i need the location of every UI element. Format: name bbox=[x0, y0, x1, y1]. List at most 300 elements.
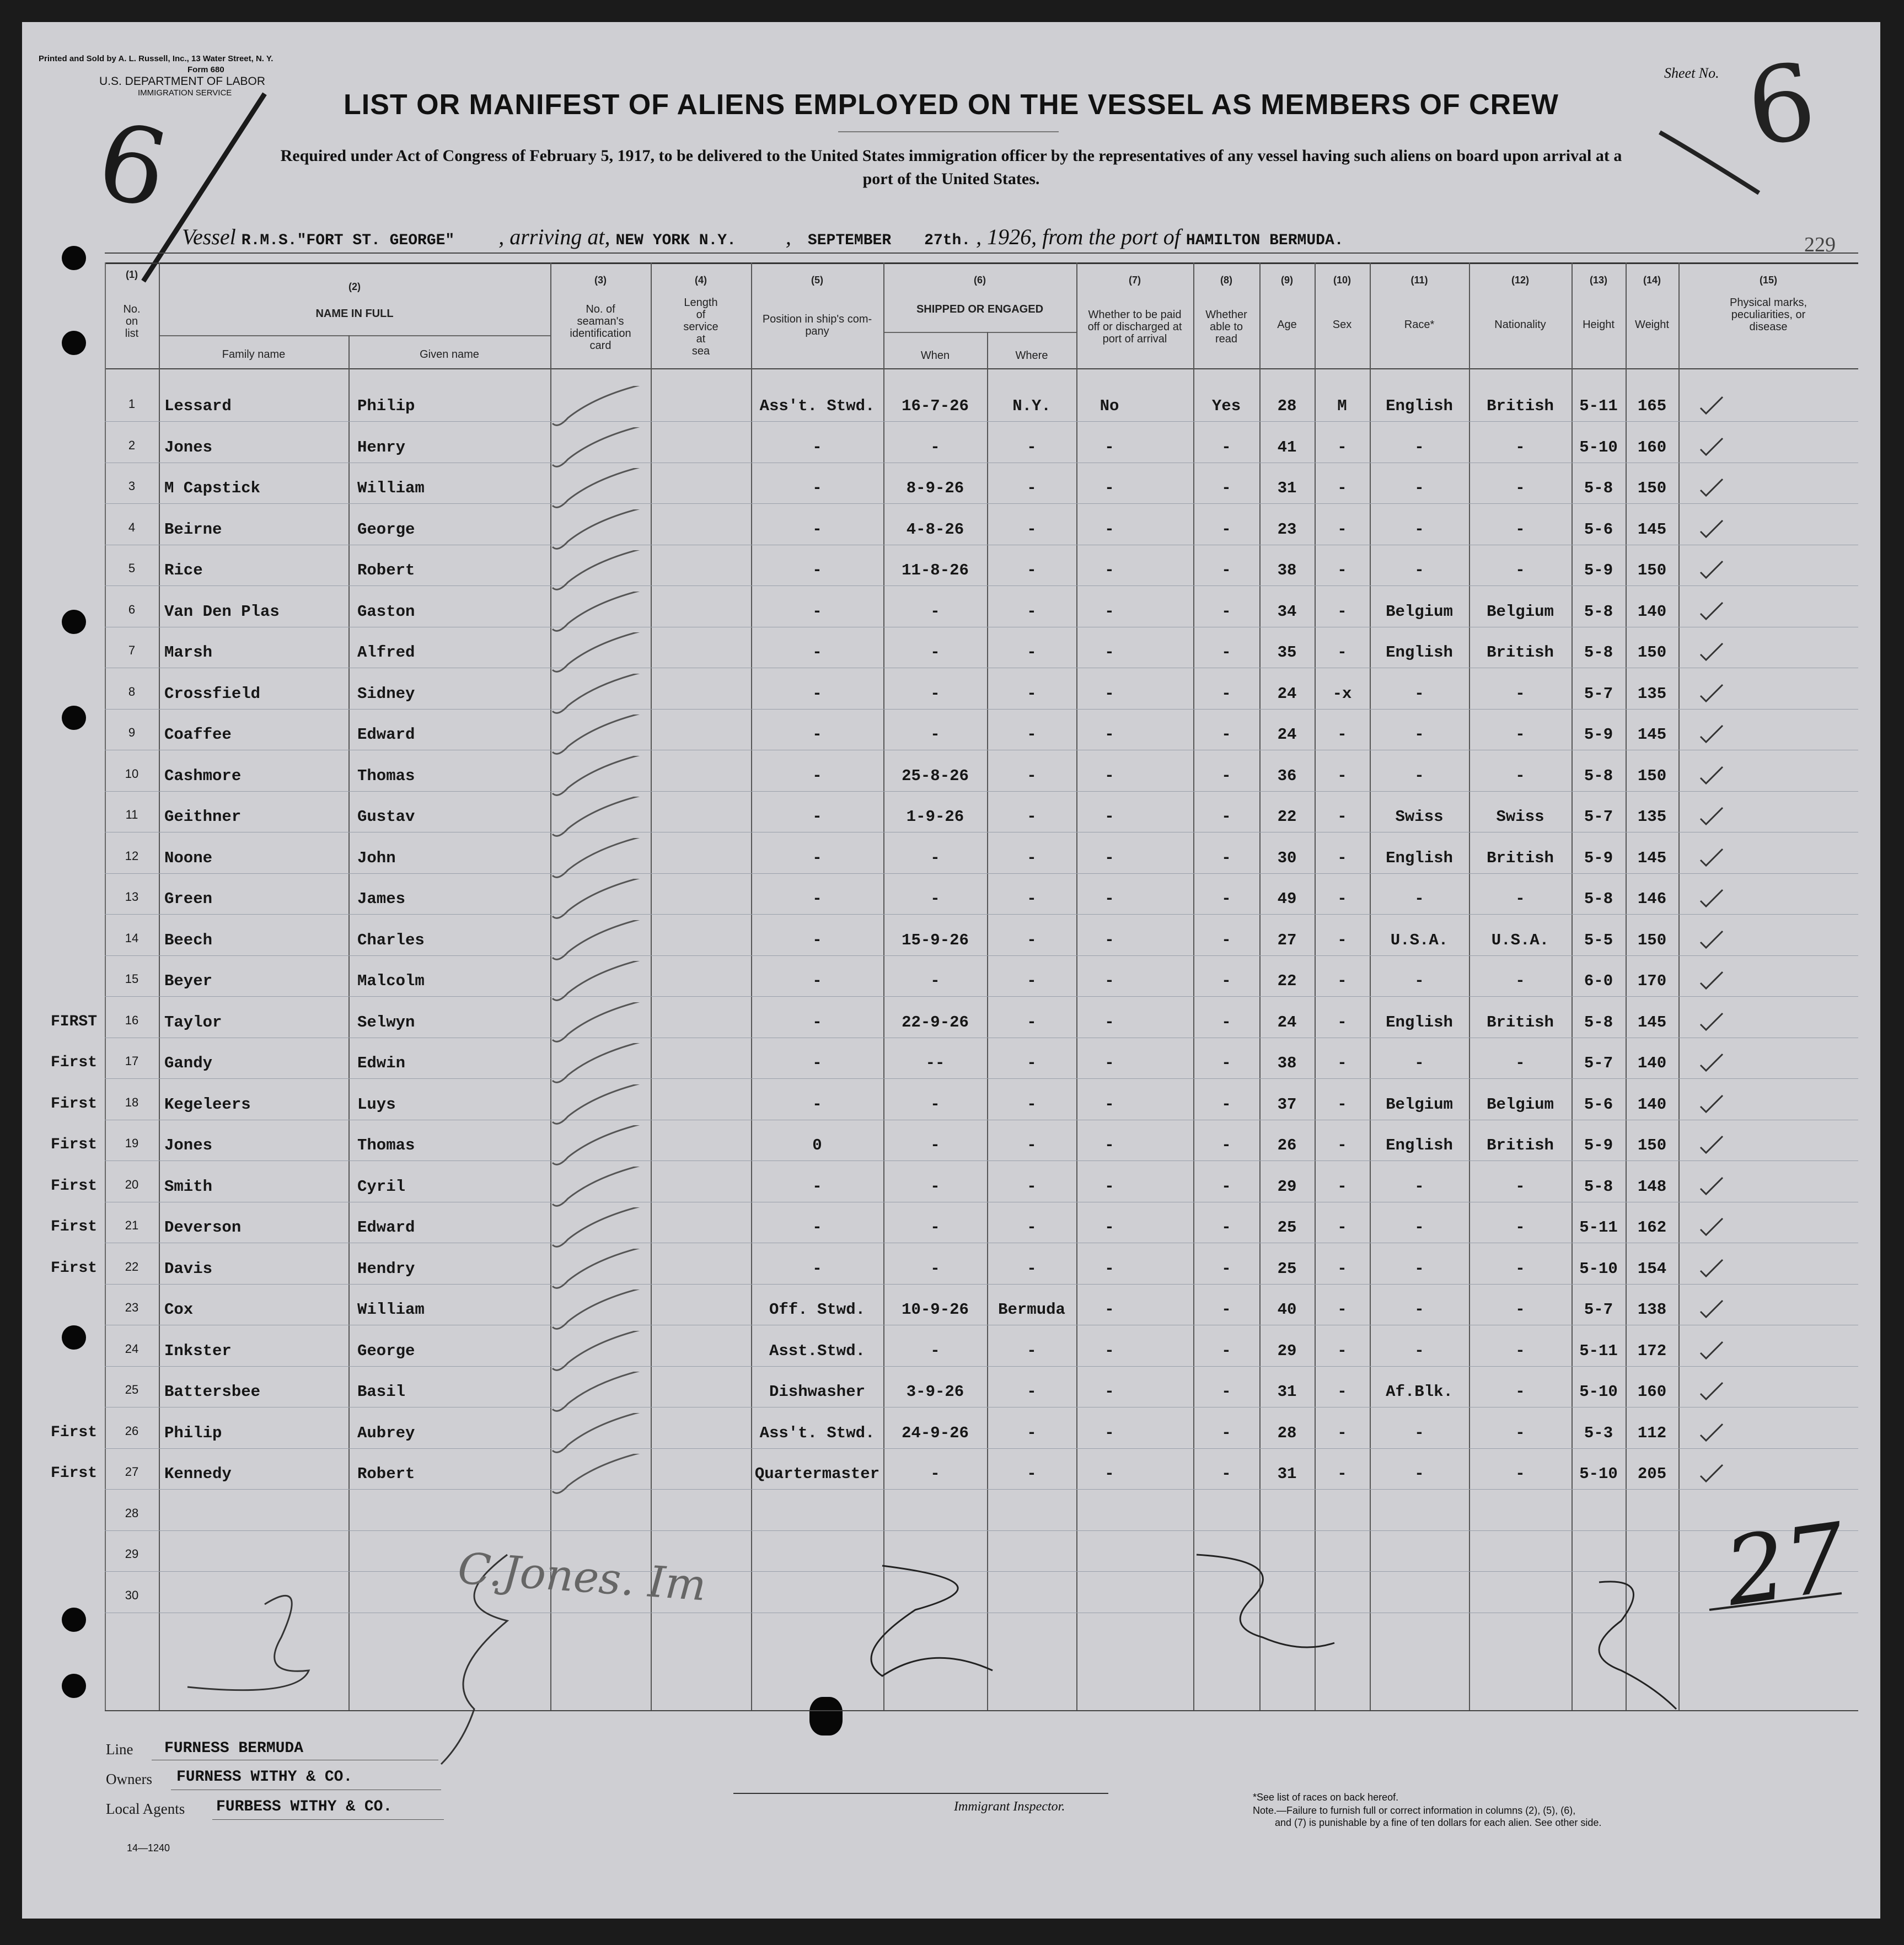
cell-when: 10-9-26 bbox=[902, 1301, 969, 1319]
cell-sex: - bbox=[1337, 479, 1347, 497]
cell-sex: - bbox=[1337, 1136, 1347, 1154]
cell-sex: - bbox=[1337, 890, 1347, 908]
cell-weight: 150 bbox=[1637, 479, 1667, 497]
col-header-shipped-engaged: SHIPPED OR ENGAGED bbox=[916, 303, 1044, 315]
cell-no: 9 bbox=[128, 726, 136, 739]
cell-height: 5-11 bbox=[1579, 397, 1618, 415]
cell-position: - bbox=[812, 848, 822, 867]
cell-nationality: Belgium bbox=[1487, 602, 1554, 621]
footer-agents-rule bbox=[212, 1819, 444, 1820]
cell-read: - bbox=[1221, 561, 1231, 579]
cell-nationality: - bbox=[1515, 1054, 1525, 1072]
cell-weight: 160 bbox=[1637, 1383, 1667, 1401]
cell-height: 5-6 bbox=[1584, 1095, 1613, 1114]
cell-no: 21 bbox=[125, 1218, 139, 1232]
department: U.S. DEPARTMENT OF LABOR bbox=[99, 75, 266, 88]
col-num-14: (14) bbox=[1643, 275, 1661, 286]
col-header-length-service: Length of service at sea bbox=[683, 297, 718, 357]
cell-read: - bbox=[1221, 931, 1231, 949]
cell-height: 6-0 bbox=[1584, 972, 1613, 990]
col-header-nationality: Nationality bbox=[1494, 319, 1546, 331]
col-num-7: (7) bbox=[1129, 275, 1141, 286]
col-num-3: (3) bbox=[594, 275, 607, 286]
cell-weight: 154 bbox=[1637, 1259, 1667, 1278]
cell-paid: - bbox=[1104, 808, 1114, 826]
cell-position: - bbox=[812, 931, 822, 949]
cell-position: 0 bbox=[812, 1136, 822, 1154]
cell-given: Alfred bbox=[357, 643, 415, 662]
cell-paid: - bbox=[1104, 684, 1114, 703]
cell-read: - bbox=[1221, 602, 1231, 621]
cell-race: Swiss bbox=[1395, 808, 1444, 826]
cell-height: 5-8 bbox=[1584, 1013, 1613, 1031]
cell-prefix: First bbox=[51, 1259, 98, 1277]
handwritten-six: 6 bbox=[87, 99, 178, 233]
cell-nationality: British bbox=[1487, 643, 1554, 662]
cell-race: - bbox=[1414, 1218, 1424, 1237]
cell-sex: - bbox=[1337, 1259, 1347, 1278]
cell-when: - bbox=[930, 684, 940, 703]
footer-line-label: Line bbox=[106, 1741, 133, 1758]
cell-no: 16 bbox=[125, 1013, 139, 1027]
col-num-8: (8) bbox=[1220, 275, 1232, 286]
col-header-race: Race* bbox=[1404, 319, 1435, 331]
cell-weight: 148 bbox=[1637, 1177, 1667, 1196]
cell-when: 4-8-26 bbox=[906, 520, 964, 539]
cell-paid: - bbox=[1104, 1136, 1114, 1154]
cell-given: George bbox=[357, 1341, 415, 1360]
cell-family: Beyer bbox=[164, 972, 213, 990]
cell-where: - bbox=[1027, 1341, 1037, 1360]
cell-weight: 145 bbox=[1637, 1013, 1667, 1031]
cell-race: - bbox=[1414, 1423, 1424, 1442]
col-header-weight: Weight bbox=[1635, 319, 1669, 331]
cell-age: 27 bbox=[1277, 931, 1297, 949]
cell-no: 24 bbox=[125, 1341, 139, 1356]
cell-height: 5-8 bbox=[1584, 766, 1613, 785]
cell-position: Off. Stwd. bbox=[769, 1301, 866, 1319]
cell-given: James bbox=[357, 890, 406, 908]
cell-position: Asst.Stwd. bbox=[769, 1341, 866, 1360]
cell-position: - bbox=[812, 684, 822, 703]
cell-where: - bbox=[1027, 972, 1037, 990]
cell-sex: - bbox=[1337, 438, 1347, 456]
cell-no: 11 bbox=[125, 808, 138, 821]
cell-paid: - bbox=[1104, 890, 1114, 908]
cell-weight: 150 bbox=[1637, 766, 1667, 785]
col-header-age: Age bbox=[1277, 319, 1297, 331]
cell-nationality: British bbox=[1487, 397, 1554, 415]
cell-sex: - bbox=[1337, 1095, 1347, 1114]
cell-prefix: First bbox=[51, 1136, 98, 1153]
cell-paid: - bbox=[1104, 1259, 1114, 1278]
cell-sex: - bbox=[1337, 1341, 1347, 1360]
footer-owners-value: FURNESS WITHY & CO. bbox=[176, 1769, 353, 1786]
cell-nationality: - bbox=[1515, 1259, 1525, 1278]
cell-age: 30 bbox=[1277, 848, 1297, 867]
cell-family: Deverson bbox=[164, 1218, 242, 1237]
cell-race: - bbox=[1414, 1177, 1424, 1196]
cell-race: - bbox=[1414, 1259, 1424, 1278]
cell-where: Bermuda bbox=[998, 1301, 1065, 1319]
cell-family: Crossfield bbox=[164, 684, 261, 703]
cell-where: - bbox=[1027, 1259, 1037, 1278]
col-num-15: (15) bbox=[1759, 275, 1777, 286]
cell-prefix: First bbox=[51, 1095, 98, 1113]
cell-sex: - bbox=[1337, 848, 1347, 867]
cell-prefix: FIRST bbox=[51, 1013, 98, 1030]
cell-paid: - bbox=[1104, 1054, 1114, 1072]
cell-when: 15-9-26 bbox=[902, 931, 969, 949]
cell-weight: 172 bbox=[1637, 1341, 1667, 1360]
cell-where: - bbox=[1027, 1383, 1037, 1401]
cell-family: Kegeleers bbox=[164, 1095, 251, 1114]
cell-race: - bbox=[1414, 726, 1424, 744]
cell-family: Beech bbox=[164, 931, 213, 949]
cell-sex: - bbox=[1337, 1013, 1347, 1031]
cell-nationality: - bbox=[1515, 726, 1525, 744]
col-header-height: Height bbox=[1583, 319, 1615, 331]
cell-weight: 145 bbox=[1637, 848, 1667, 867]
cell-race: - bbox=[1414, 1301, 1424, 1319]
cell-sex: - bbox=[1337, 1465, 1347, 1483]
cell-sex: - bbox=[1337, 972, 1347, 990]
cell-read: - bbox=[1221, 848, 1231, 867]
cell-height: 5-8 bbox=[1584, 479, 1613, 497]
cell-paid: - bbox=[1104, 520, 1114, 539]
cell-no: 26 bbox=[125, 1423, 139, 1438]
col-header-family-name: Family name bbox=[222, 348, 286, 361]
cell-position: - bbox=[812, 1177, 822, 1196]
cell-family: Geithner bbox=[164, 808, 242, 826]
cell-height: 5-3 bbox=[1584, 1423, 1613, 1442]
cell-when: 8-9-26 bbox=[906, 479, 964, 497]
cell-given: George bbox=[357, 520, 415, 539]
cell-paid: - bbox=[1104, 1301, 1114, 1319]
cell-age: 49 bbox=[1277, 890, 1297, 908]
cell-where: N.Y. bbox=[1012, 397, 1051, 415]
cell-prefix: First bbox=[51, 1423, 98, 1441]
cell-nationality: - bbox=[1515, 1465, 1525, 1483]
cell-weight: 150 bbox=[1637, 1136, 1667, 1154]
cell-no: 12 bbox=[125, 848, 139, 863]
cell-height: 5-7 bbox=[1584, 808, 1613, 826]
cell-nationality: U.S.A. bbox=[1491, 931, 1549, 949]
footer-agents-value: FURBESS WITHY & CO. bbox=[216, 1798, 393, 1815]
from-port-label: from the port of bbox=[1042, 224, 1181, 249]
cell-no: 17 bbox=[125, 1054, 139, 1068]
cell-weight: 165 bbox=[1637, 397, 1667, 415]
col-header-paid-off: Whether to be paid off or discharged at port of arrival bbox=[1087, 309, 1182, 345]
cell-where: - bbox=[1027, 1423, 1037, 1442]
cell-weight: 150 bbox=[1637, 931, 1667, 949]
cell-weight: 146 bbox=[1637, 890, 1667, 908]
cell-weight: 140 bbox=[1637, 602, 1667, 621]
cell-when: 25-8-26 bbox=[902, 766, 969, 785]
cell-family: Inkster bbox=[164, 1341, 232, 1360]
cell-where: - bbox=[1027, 1177, 1037, 1196]
cell-no: 14 bbox=[125, 931, 139, 945]
cell-given: Robert bbox=[357, 1465, 415, 1483]
cell-age: 36 bbox=[1277, 766, 1297, 785]
cell-nationality: - bbox=[1515, 684, 1525, 703]
cell-sex: - bbox=[1337, 1383, 1347, 1401]
departure-port: HAMILTON BERMUDA. bbox=[1186, 232, 1344, 249]
cell-no: 10 bbox=[125, 766, 139, 781]
cell-where: - bbox=[1027, 438, 1037, 456]
col-num-12: (12) bbox=[1511, 275, 1529, 286]
cell-no: 7 bbox=[128, 643, 136, 657]
arrival-month: SEPTEMBER bbox=[807, 232, 892, 249]
footer-line-value: FURNESS BERMUDA bbox=[164, 1740, 304, 1757]
cell-age: 38 bbox=[1277, 1054, 1297, 1072]
cell-prefix: First bbox=[51, 1218, 98, 1235]
cell-position: - bbox=[812, 479, 822, 497]
cell-age: 41 bbox=[1277, 438, 1297, 456]
cell-where: - bbox=[1027, 643, 1037, 662]
cell-family: Beirne bbox=[164, 520, 222, 539]
comma-sep: , bbox=[785, 224, 791, 249]
cell-read: - bbox=[1221, 1095, 1231, 1114]
vessel-name: R.M.S."FORT ST. GEORGE" bbox=[241, 232, 455, 249]
cell-height: 5-7 bbox=[1584, 684, 1613, 703]
cell-given: Robert bbox=[357, 561, 415, 579]
manifest-page bbox=[22, 22, 1880, 1919]
cell-family: Van Den Plas bbox=[164, 602, 280, 621]
form-number: Form 680 bbox=[187, 65, 224, 74]
cell-family: Lessard bbox=[164, 397, 232, 415]
cell-when: - bbox=[930, 1341, 940, 1360]
cell-sex: - bbox=[1337, 643, 1347, 662]
cell-no: 27 bbox=[125, 1465, 139, 1479]
cell-position: - bbox=[812, 972, 822, 990]
cell-no: 1 bbox=[128, 397, 136, 411]
cell-height: 5-10 bbox=[1579, 438, 1618, 456]
cell-nationality: - bbox=[1515, 561, 1525, 579]
cell-read: - bbox=[1221, 438, 1231, 456]
cell-position: Ass't. Stwd. bbox=[759, 397, 875, 415]
cell-given: Aubrey bbox=[357, 1423, 415, 1442]
cell-height: 5-6 bbox=[1584, 520, 1613, 539]
cell-race: U.S.A. bbox=[1390, 931, 1449, 949]
cell-position: - bbox=[812, 602, 822, 621]
cell-paid: - bbox=[1104, 848, 1114, 867]
cell-given: Basil bbox=[357, 1383, 406, 1401]
cell-nationality: - bbox=[1515, 1301, 1525, 1319]
cell-weight: 145 bbox=[1637, 726, 1667, 744]
cell-nationality: - bbox=[1515, 520, 1525, 539]
printer-imprint: Printed and Sold by A. L. Russell, Inc., 13 Water Street, N. Y. bbox=[39, 54, 273, 63]
cell-family: Coaffee bbox=[164, 726, 232, 744]
cell-read: - bbox=[1221, 808, 1231, 826]
cell-age: 24 bbox=[1277, 684, 1297, 703]
col-header-name-in-full: NAME IN FULL bbox=[315, 308, 394, 320]
cell-given: Hendry bbox=[357, 1259, 415, 1278]
cell-where: - bbox=[1027, 1095, 1037, 1114]
cell-race: - bbox=[1414, 766, 1424, 785]
cell-when: - bbox=[930, 726, 940, 744]
cell-paid: - bbox=[1104, 1383, 1114, 1401]
cell-position: - bbox=[812, 1259, 822, 1278]
cell-no: 8 bbox=[128, 684, 136, 699]
cell-family: Noone bbox=[164, 848, 213, 867]
cell-read: - bbox=[1221, 726, 1231, 744]
cell-given: Edward bbox=[357, 726, 415, 744]
cell-given: Thomas bbox=[357, 1136, 415, 1154]
cell-sex: - bbox=[1337, 602, 1347, 621]
inspector-signature-scrawl: C.Jones. Im bbox=[456, 1544, 708, 1611]
arrival-day: 27th. bbox=[924, 232, 971, 249]
col-num-5: (5) bbox=[811, 275, 823, 286]
cell-sex: - bbox=[1337, 561, 1347, 579]
cell-sex: M bbox=[1337, 397, 1347, 415]
cell-no: 5 bbox=[128, 561, 136, 575]
cell-position: - bbox=[812, 726, 822, 744]
col-num-9: (9) bbox=[1281, 275, 1293, 286]
cell-given: Gaston bbox=[357, 602, 415, 621]
cell-nationality: - bbox=[1515, 1423, 1525, 1442]
cell-read: - bbox=[1221, 520, 1231, 539]
cell-read: - bbox=[1221, 479, 1231, 497]
cell-when: - bbox=[930, 1095, 940, 1114]
cell-weight: 205 bbox=[1637, 1465, 1667, 1483]
cell-paid: - bbox=[1104, 1341, 1114, 1360]
cell-height: 5-9 bbox=[1584, 1136, 1613, 1154]
cell-where: - bbox=[1027, 848, 1037, 867]
cell-height: 5-9 bbox=[1584, 561, 1613, 579]
col-header-no-on-list: No. on list bbox=[123, 303, 141, 340]
cell-race: English bbox=[1386, 1136, 1453, 1154]
cell-paid: - bbox=[1104, 1465, 1114, 1483]
cell-paid: - bbox=[1104, 1218, 1114, 1237]
cell-read: - bbox=[1221, 1259, 1231, 1278]
cell-race: - bbox=[1414, 684, 1424, 703]
cell-family: Jones bbox=[164, 438, 213, 456]
cell-nationality: - bbox=[1515, 479, 1525, 497]
cell-family: Kennedy bbox=[164, 1465, 232, 1483]
cell-weight: 145 bbox=[1637, 520, 1667, 539]
cell-nationality: - bbox=[1515, 1218, 1525, 1237]
cell-position: - bbox=[812, 1095, 822, 1114]
cell-height: 5-11 bbox=[1579, 1341, 1618, 1360]
cell-read: - bbox=[1221, 1301, 1231, 1319]
cell-weight: 135 bbox=[1637, 684, 1667, 703]
cell-family: Gandy bbox=[164, 1054, 213, 1072]
cell-age: 24 bbox=[1277, 1013, 1297, 1031]
cell-height: 5-9 bbox=[1584, 848, 1613, 867]
cell-age: 28 bbox=[1277, 397, 1297, 415]
cell-weight: 162 bbox=[1637, 1218, 1667, 1237]
arriving-label: , arriving at, bbox=[498, 224, 610, 249]
col-num-2: (2) bbox=[348, 281, 361, 292]
cell-position: - bbox=[812, 520, 822, 539]
cell-sex: -x bbox=[1332, 684, 1352, 703]
cell-where: - bbox=[1027, 602, 1037, 621]
col-num-13: (13) bbox=[1589, 275, 1607, 286]
cell-where: - bbox=[1027, 890, 1037, 908]
cell-no: 20 bbox=[125, 1177, 139, 1191]
cell-when: - bbox=[930, 1259, 940, 1278]
cell-paid: - bbox=[1104, 602, 1114, 621]
cell-paid: - bbox=[1104, 726, 1114, 744]
cell-sex: - bbox=[1337, 520, 1347, 539]
arrival-port: NEW YORK N.Y. bbox=[615, 232, 736, 249]
handwritten-total: 27 bbox=[1719, 1502, 1853, 1628]
footer-note-2: Note.—Failure to furnish full or correct information in columns (2), (5), (6), bbox=[1253, 1805, 1576, 1816]
cell-position: - bbox=[812, 1013, 822, 1031]
cell-nationality: British bbox=[1487, 848, 1554, 867]
col-num-4: (4) bbox=[695, 275, 707, 286]
cell-read: - bbox=[1221, 1054, 1231, 1072]
cell-when: 11-8-26 bbox=[902, 561, 969, 579]
cell-when: - bbox=[930, 1136, 940, 1154]
cell-race: English bbox=[1386, 848, 1453, 867]
cell-position: - bbox=[812, 1054, 822, 1072]
cell-when: - bbox=[930, 972, 940, 990]
cell-nationality: - bbox=[1515, 438, 1525, 456]
cell-age: 22 bbox=[1277, 808, 1297, 826]
cell-given: Gustav bbox=[357, 808, 415, 826]
cell-race: - bbox=[1414, 520, 1424, 539]
cell-position: - bbox=[812, 561, 822, 579]
footer-owners-label: Owners bbox=[106, 1771, 152, 1787]
cell-read: - bbox=[1221, 643, 1231, 662]
cell-read: - bbox=[1221, 1383, 1231, 1401]
cell-height: 5-8 bbox=[1584, 602, 1613, 621]
col-header-given-name: Given name bbox=[420, 348, 479, 361]
col-header-seaman-id: No. of seaman's identification card bbox=[570, 303, 631, 352]
cell-given: Charles bbox=[357, 931, 425, 949]
cell-where: - bbox=[1027, 1136, 1037, 1154]
cell-sex: - bbox=[1337, 726, 1347, 744]
cell-weight: 140 bbox=[1637, 1054, 1667, 1072]
cell-age: 25 bbox=[1277, 1218, 1297, 1237]
cell-when: - bbox=[930, 890, 940, 908]
cell-height: 5-8 bbox=[1584, 1177, 1613, 1196]
cell-age: 31 bbox=[1277, 1383, 1297, 1401]
cell-when: 22-9-26 bbox=[902, 1013, 969, 1031]
cell-sex: - bbox=[1337, 931, 1347, 949]
col-num-1: (1) bbox=[126, 269, 138, 280]
cell-when: -- bbox=[925, 1054, 945, 1072]
cell-where: - bbox=[1027, 766, 1037, 785]
cell-read: - bbox=[1221, 1177, 1231, 1196]
col-header-where: Where bbox=[1015, 350, 1048, 362]
cell-no: 3 bbox=[128, 479, 136, 493]
cell-paid: - bbox=[1104, 972, 1114, 990]
cell-age: 37 bbox=[1277, 1095, 1297, 1114]
cell-no: 29 bbox=[125, 1547, 139, 1561]
cell-family: Smith bbox=[164, 1177, 213, 1196]
cell-given: Malcolm bbox=[357, 972, 425, 990]
col-header-sex: Sex bbox=[1332, 319, 1352, 331]
cell-read: - bbox=[1221, 890, 1231, 908]
cell-sex: - bbox=[1337, 808, 1347, 826]
cell-race: - bbox=[1414, 890, 1424, 908]
cell-read: - bbox=[1221, 1013, 1231, 1031]
cell-read: - bbox=[1221, 766, 1231, 785]
page-title: LIST OR MANIFEST OF ALIENS EMPLOYED ON THE VESSEL AS MEMBERS OF CREW bbox=[344, 89, 1559, 121]
cell-weight: 150 bbox=[1637, 643, 1667, 662]
cell-sex: - bbox=[1337, 766, 1347, 785]
cell-age: 25 bbox=[1277, 1259, 1297, 1278]
cell-prefix: First bbox=[51, 1054, 98, 1071]
footer-note-3: and (7) is punishable by a fine of ten dollars for each alien. See other side. bbox=[1275, 1817, 1602, 1828]
cell-age: 38 bbox=[1277, 561, 1297, 579]
immigrant-inspector-label: Immigrant Inspector. bbox=[954, 1799, 1065, 1814]
cell-given: Edwin bbox=[357, 1054, 406, 1072]
cell-age: 28 bbox=[1277, 1423, 1297, 1442]
